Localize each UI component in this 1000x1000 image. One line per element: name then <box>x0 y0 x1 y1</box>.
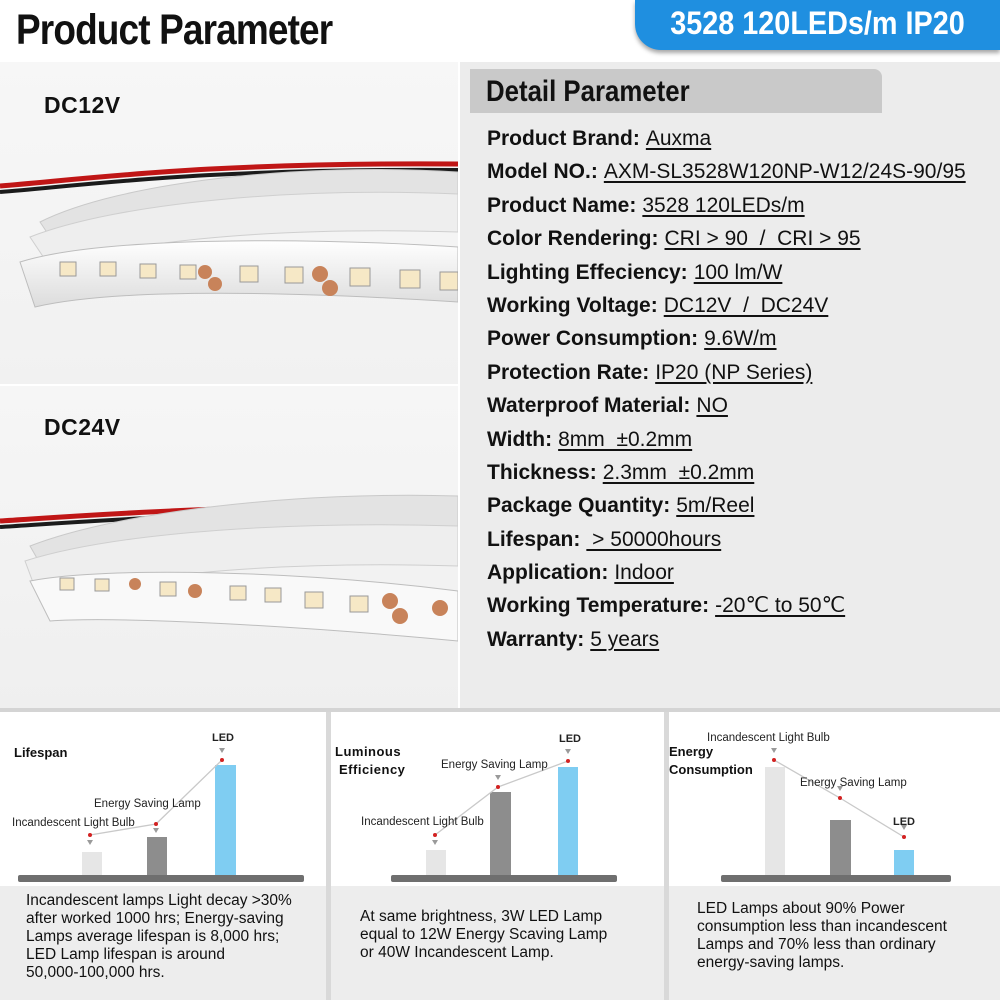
parameter-value: 100 lm/W <box>693 260 783 284</box>
lifespan-chart <box>0 712 326 886</box>
parameter-value: DC12V / DC24V <box>663 293 829 317</box>
label-led: LED <box>893 816 915 828</box>
parameter-label: Warranty: <box>487 627 585 651</box>
bar-incandescent <box>426 850 446 875</box>
parameter-value: AXM-SL3528W120NP-W12/24S-90/95 <box>603 160 966 184</box>
efficiency-description <box>331 886 664 1000</box>
parameter-row <box>487 189 966 222</box>
parameter-label: Application: <box>487 561 609 585</box>
label-incandescent: Incandescent Light Bulb <box>12 817 135 829</box>
spec-badge-label: 3528 120LEDs/m IP20 <box>670 5 965 41</box>
parameter-value: Indoor <box>614 561 674 585</box>
bar-incandescent <box>765 767 785 875</box>
parameter-label: Lighting Effeciency: <box>487 260 688 284</box>
parameter-value: 5m/Reel <box>676 494 755 518</box>
desc-line: equal to 12W Energy Scaving Lamp <box>360 926 608 943</box>
consumption-title-line1: Energy <box>669 744 714 759</box>
detail-parameter-title: Detail Parameter <box>486 75 690 108</box>
energy-consumption-card <box>669 712 1000 1000</box>
parameter-value: > 50000hours <box>586 527 722 551</box>
parameter-row <box>487 623 966 656</box>
parameter-value: -20℃ to 50℃ <box>715 594 846 618</box>
desc-line: or 40W Incandescent Lamp. <box>360 944 554 961</box>
baseline <box>721 875 951 882</box>
baseline <box>18 875 304 882</box>
desc-line: after worked 1000 hrs; Energy-saving <box>26 910 284 927</box>
label-led: LED <box>212 732 234 744</box>
label-incandescent: Incandescent Light Bulb <box>707 732 830 744</box>
label-energy-saving: Energy Saving Lamp <box>441 759 548 771</box>
lifespan-description <box>0 886 326 1000</box>
dc12v-product-photo <box>0 62 458 384</box>
parameter-value: Auxma <box>645 127 712 150</box>
dc12v-label: DC12V <box>44 92 121 118</box>
parameter-value: CRI > 90 / CRI > 95 <box>664 227 861 251</box>
detail-parameter-header <box>470 69 882 113</box>
desc-line: LED Lamps about 90% Power <box>697 900 905 917</box>
efficiency-title-line2: Efficiency <box>339 762 406 777</box>
desc-line: Lamps and 70% less than ordinary <box>697 936 936 953</box>
parameter-value: 8mm ±0.2mm <box>558 427 693 451</box>
parameter-row <box>487 256 966 289</box>
parameter-label: Width: <box>487 427 553 451</box>
luminous-efficiency-card <box>331 712 664 1000</box>
parameter-label: Color Rendering: <box>487 227 659 251</box>
parameter-row <box>487 322 966 355</box>
parameter-row <box>487 289 966 322</box>
parameter-label: Working Voltage: <box>487 293 658 317</box>
parameter-label: Protection Rate: <box>487 360 650 384</box>
bar-energy-saving <box>830 820 851 875</box>
parameter-row <box>487 489 966 522</box>
baseline <box>391 875 617 882</box>
consumption-title-line2: Consumption <box>669 762 753 777</box>
efficiency-title-line1: Luminous <box>335 744 402 759</box>
parameter-value: IP20 (NP Series) <box>655 360 813 384</box>
desc-line: LED Lamp lifespan is around <box>26 946 226 963</box>
label-energy-saving: Energy Saving Lamp <box>800 777 907 789</box>
parameter-list <box>487 122 966 656</box>
parameter-label: Product Name: <box>487 193 637 217</box>
consumption-description <box>669 886 1000 1000</box>
desc-line: At same brightness, 3W LED Lamp <box>360 908 603 925</box>
parameter-row <box>487 356 966 389</box>
desc-line: 50,000-100,000 hrs. <box>26 964 165 981</box>
desc-line: energy-saving lamps. <box>697 954 845 971</box>
bar-led <box>215 765 236 875</box>
desc-line: Lamps average lifespan is 8,000 hrs; <box>26 928 280 945</box>
detail-parameter-panel <box>460 62 1000 708</box>
bar-incandescent <box>82 852 102 875</box>
bar-led <box>894 850 914 875</box>
bar-energy-saving <box>490 792 511 875</box>
parameter-label: Model NO.: <box>487 160 598 184</box>
parameter-value: NO <box>696 394 728 418</box>
dc24v-label: DC24V <box>44 414 121 440</box>
parameter-label: Waterproof Material: <box>487 394 691 418</box>
parameter-label: Power Consumption: <box>487 327 699 351</box>
spec-badge <box>635 0 1000 50</box>
parameter-row <box>487 556 966 589</box>
label-incandescent: Incandescent Light Bulb <box>361 816 484 828</box>
desc-line: Incandescent lamps Light decay >30% <box>26 892 292 909</box>
parameter-value: 5 years <box>590 627 660 651</box>
page-title: Product Parameter <box>16 6 333 54</box>
parameter-row <box>487 523 966 556</box>
parameter-row <box>487 423 966 456</box>
parameter-label: Lifespan: <box>487 527 581 551</box>
parameter-row <box>487 222 966 255</box>
desc-line: consumption less than incandescent <box>697 918 947 935</box>
lifespan-title: Lifespan <box>14 745 68 760</box>
parameter-row <box>487 389 966 422</box>
consumption-chart <box>669 712 1000 886</box>
parameter-label: Working Temperature: <box>487 594 710 618</box>
bar-energy-saving <box>147 837 167 875</box>
parameter-row <box>487 456 966 489</box>
parameter-value: 2.3mm ±0.2mm <box>602 460 755 484</box>
efficiency-chart <box>331 712 664 886</box>
header <box>0 0 1000 62</box>
label-led: LED <box>559 733 581 745</box>
bar-led <box>558 767 578 875</box>
parameter-value: 9.6W/m <box>704 327 777 351</box>
parameter-label: Package Quantity: <box>487 494 671 518</box>
label-energy-saving: Energy Saving Lamp <box>94 798 201 810</box>
lifespan-comparison-card <box>0 712 326 1000</box>
parameter-row <box>487 155 966 188</box>
parameter-label: Product Brand: <box>487 127 640 150</box>
parameter-value: 3528 120LEDs/m <box>642 193 805 217</box>
parameter-row <box>487 589 966 622</box>
dc24v-product-photo <box>0 386 458 708</box>
parameter-row <box>487 122 966 155</box>
parameter-label: Thickness: <box>487 460 597 484</box>
